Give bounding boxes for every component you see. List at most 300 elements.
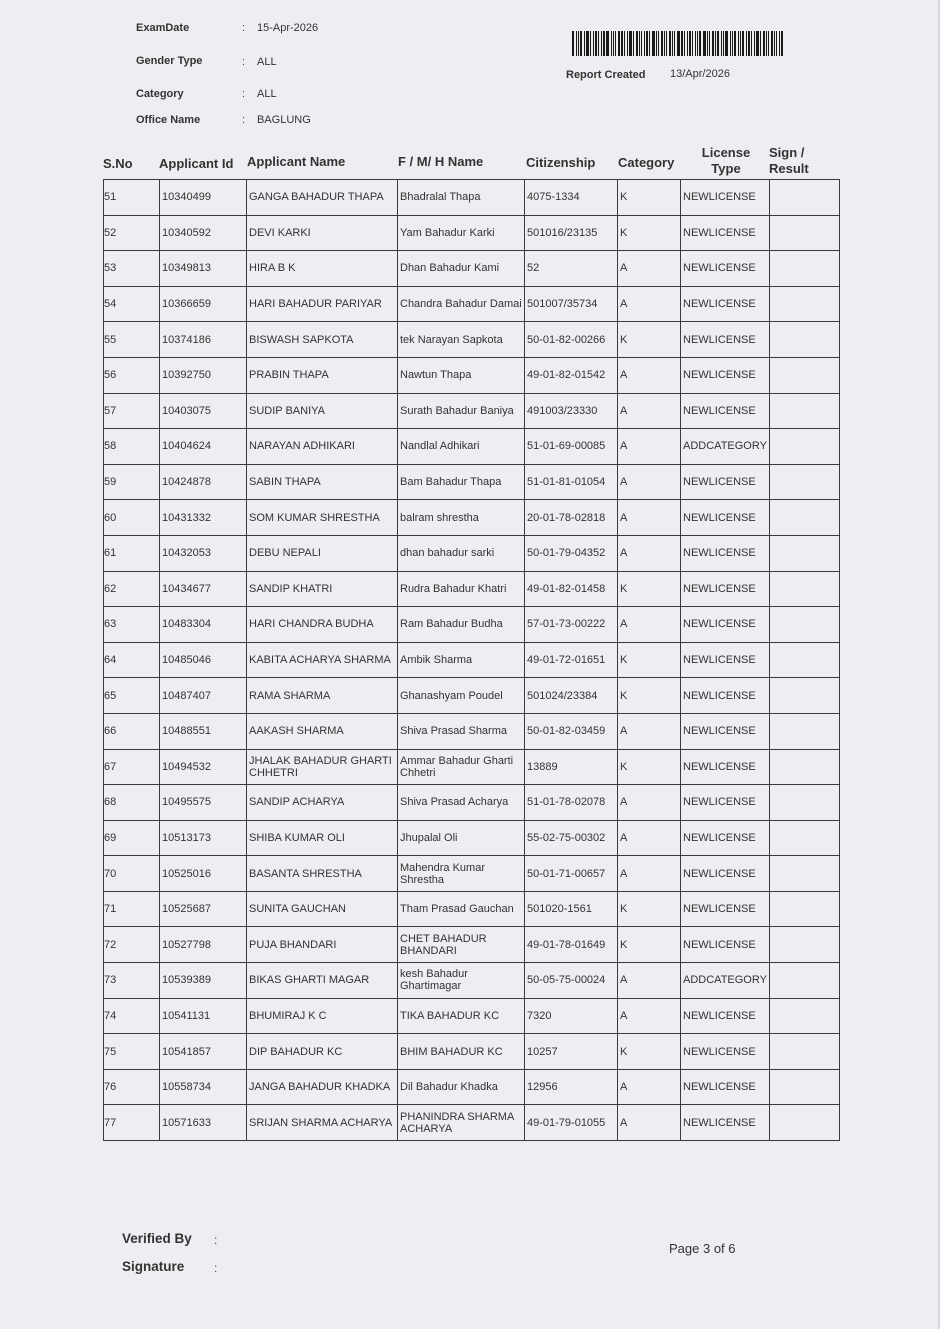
cell-applicant-name: SUNITA GAUCHAN xyxy=(247,891,398,927)
barcode-bar xyxy=(595,31,597,56)
cell-sno: 57 xyxy=(104,393,160,429)
barcode-bar xyxy=(781,31,783,56)
cell-citizenship: 50-01-82-00266 xyxy=(525,322,618,358)
barcode-bar xyxy=(709,31,710,56)
verified-by-colon: : xyxy=(214,1233,218,1247)
table-row xyxy=(104,927,840,963)
cell-license-type: NEWLICENSE xyxy=(681,357,770,393)
cell-applicant-name: JHALAK BAHADUR GHARTI CHHETRI xyxy=(247,749,398,785)
cell-license-type: NEWLICENSE xyxy=(681,713,770,749)
cell-sign-result xyxy=(770,215,840,251)
cell-fmh-name: Ram Bahadur Budha xyxy=(398,607,525,643)
cell-applicant-name: JANGA BAHADUR KHADKA xyxy=(247,1069,398,1105)
barcode-bar xyxy=(760,31,761,56)
cell-category: K xyxy=(618,927,681,963)
cell-fmh-name: kesh Bahadur Ghartimagar xyxy=(398,963,525,999)
barcode-bar xyxy=(681,31,683,56)
cell-fmh-name: Mahendra Kumar Shrestha xyxy=(398,856,525,892)
table-row xyxy=(104,785,840,821)
barcode-bar xyxy=(618,31,620,56)
cell-sign-result xyxy=(770,286,840,322)
cell-citizenship: 50-01-82-03459 xyxy=(525,713,618,749)
cell-sno: 66 xyxy=(104,713,160,749)
col-header-category: Category xyxy=(618,155,675,170)
cell-applicant-name: BISWASH SAPKOTA xyxy=(247,322,398,358)
cell-license-type: ADDCATEGORY xyxy=(681,963,770,999)
cell-sign-result xyxy=(770,856,840,892)
cell-citizenship: 49-01-78-01649 xyxy=(525,927,618,963)
category-label: Category xyxy=(136,88,184,100)
page-number: Page 3 of 6 xyxy=(669,1241,736,1256)
barcode-bar xyxy=(730,31,731,56)
cell-citizenship: 49-01-82-01458 xyxy=(525,571,618,607)
barcode-bar xyxy=(689,31,691,56)
cell-license-type: NEWLICENSE xyxy=(681,998,770,1034)
table-row xyxy=(104,215,840,251)
barcode-bar xyxy=(644,31,645,56)
cell-sign-result xyxy=(770,1069,840,1105)
cell-fmh-name: TIKA BAHADUR KC xyxy=(398,998,525,1034)
cell-applicant-id: 10527798 xyxy=(160,927,247,963)
barcode-bar xyxy=(613,31,614,56)
cell-fmh-name: Ambik Sharma xyxy=(398,642,525,678)
cell-license-type: NEWLICENSE xyxy=(681,891,770,927)
cell-applicant-id: 10432053 xyxy=(160,535,247,571)
cell-sign-result xyxy=(770,607,840,643)
barcode-bar xyxy=(598,31,599,56)
barcode-bar xyxy=(697,31,698,56)
cell-applicant-name: SUDIP BANIYA xyxy=(247,393,398,429)
barcode-bar xyxy=(636,31,638,56)
cell-applicant-id: 10495575 xyxy=(160,785,247,821)
barcode-bar xyxy=(641,31,642,56)
cell-license-type: NEWLICENSE xyxy=(681,1069,770,1105)
barcode-bar xyxy=(754,31,755,56)
cell-applicant-name: RAMA SHARMA xyxy=(247,678,398,714)
applicant-table xyxy=(103,179,840,1141)
cell-license-type: NEWLICENSE xyxy=(681,571,770,607)
cell-sign-result xyxy=(770,820,840,856)
cell-applicant-name: KABITA ACHARYA SHARMA xyxy=(247,642,398,678)
office-name-label: Office Name xyxy=(136,114,201,126)
col-header-license-line2: Type xyxy=(711,161,741,176)
cell-license-type: NEWLICENSE xyxy=(681,678,770,714)
cell-license-type: NEWLICENSE xyxy=(681,749,770,785)
cell-sign-result xyxy=(770,891,840,927)
cell-sno: 54 xyxy=(104,286,160,322)
cell-license-type: NEWLICENSE xyxy=(681,464,770,500)
cell-citizenship: 501020-1561 xyxy=(525,891,618,927)
cell-sign-result xyxy=(770,785,840,821)
barcode xyxy=(572,31,805,56)
cell-license-type: NEWLICENSE xyxy=(681,286,770,322)
cell-license-type: NEWLICENSE xyxy=(681,180,770,216)
barcode-bar xyxy=(611,31,612,56)
cell-citizenship: 12956 xyxy=(525,1069,618,1105)
cell-sno: 71 xyxy=(104,891,160,927)
cell-citizenship: 51-01-78-02078 xyxy=(525,785,618,821)
barcode-bar xyxy=(646,31,648,56)
cell-sign-result xyxy=(770,500,840,536)
cell-category: K xyxy=(618,749,681,785)
cell-fmh-name: tek Narayan Sapkota xyxy=(398,322,525,358)
table-row xyxy=(104,713,840,749)
cell-license-type: NEWLICENSE xyxy=(681,820,770,856)
barcode-bar xyxy=(666,31,667,56)
cell-applicant-id: 10349813 xyxy=(160,251,247,287)
cell-applicant-name: AAKASH SHARMA xyxy=(247,713,398,749)
barcode-bar xyxy=(707,31,708,56)
table-row xyxy=(104,571,840,607)
cell-citizenship: 51-01-69-00085 xyxy=(525,429,618,465)
cell-fmh-name: Bhadralal Thapa xyxy=(398,180,525,216)
cell-citizenship: 13889 xyxy=(525,749,618,785)
cell-applicant-name: DEVI KARKI xyxy=(247,215,398,251)
table-row xyxy=(104,607,840,643)
cell-applicant-id: 10340499 xyxy=(160,180,247,216)
barcode-bar xyxy=(593,31,594,56)
col-header-sign-line2: Result xyxy=(769,161,809,176)
barcode-bar xyxy=(746,31,747,56)
cell-category: A xyxy=(618,856,681,892)
cell-citizenship: 20-01-78-02818 xyxy=(525,500,618,536)
exam-date-colon: : xyxy=(242,22,246,34)
cell-category: A xyxy=(618,607,681,643)
cell-applicant-name: DEBU NEPALI xyxy=(247,535,398,571)
gender-type-label: Gender Type xyxy=(136,55,203,67)
barcode-bar xyxy=(751,31,752,56)
cell-citizenship: 501016/23135 xyxy=(525,215,618,251)
exam-date-label: ExamDate xyxy=(136,22,190,34)
cell-fmh-name: Dil Bahadur Khadka xyxy=(398,1069,525,1105)
cell-sno: 52 xyxy=(104,215,160,251)
col-header-sign-line1: Sign / xyxy=(769,145,805,160)
cell-applicant-name: SHIBA KUMAR OLI xyxy=(247,820,398,856)
cell-sign-result xyxy=(770,713,840,749)
cell-license-type: NEWLICENSE xyxy=(681,535,770,571)
cell-category: A xyxy=(618,785,681,821)
cell-category: K xyxy=(618,571,681,607)
cell-citizenship: 55-02-75-00302 xyxy=(525,820,618,856)
gender-type-value: ALL xyxy=(257,56,277,68)
barcode-bar xyxy=(656,31,657,56)
cell-fmh-name: CHET BAHADUR BHANDARI xyxy=(398,927,525,963)
cell-applicant-name: BHUMIRAJ K C xyxy=(247,998,398,1034)
cell-license-type: NEWLICENSE xyxy=(681,251,770,287)
barcode-bar xyxy=(590,31,591,56)
cell-fmh-name: Rudra Bahadur Khatri xyxy=(398,571,525,607)
table-row xyxy=(104,180,840,216)
cell-license-type: ADDCATEGORY xyxy=(681,429,770,465)
barcode-bar xyxy=(639,31,640,56)
cell-applicant-name: SANDIP ACHARYA xyxy=(247,785,398,821)
barcode-bar xyxy=(766,31,767,56)
table-row xyxy=(104,678,840,714)
category-value: ALL xyxy=(257,88,277,100)
cell-sign-result xyxy=(770,571,840,607)
barcode-bar xyxy=(742,31,744,56)
cell-sno: 60 xyxy=(104,500,160,536)
barcode-bar xyxy=(572,31,574,56)
barcode-bar xyxy=(715,31,716,56)
cell-fmh-name: Bam Bahadur Thapa xyxy=(398,464,525,500)
barcode-bar xyxy=(652,31,655,56)
cell-fmh-name: dhan bahadur sarki xyxy=(398,535,525,571)
cell-sno: 73 xyxy=(104,963,160,999)
cell-applicant-name: HIRA B K xyxy=(247,251,398,287)
cell-sno: 53 xyxy=(104,251,160,287)
barcode-bar xyxy=(669,31,671,56)
cell-citizenship: 501007/35734 xyxy=(525,286,618,322)
barcode-bar xyxy=(633,31,634,56)
report-created-label: Report Created xyxy=(566,69,646,81)
cell-fmh-name: balram shrestha xyxy=(398,500,525,536)
signature-colon: : xyxy=(214,1261,218,1275)
cell-license-type: NEWLICENSE xyxy=(681,856,770,892)
cell-citizenship: 57-01-73-00222 xyxy=(525,607,618,643)
cell-fmh-name: Shiva Prasad Acharya xyxy=(398,785,525,821)
cell-applicant-name: SOM KUMAR SHRESTHA xyxy=(247,500,398,536)
cell-fmh-name: Tham Prasad Gauchan xyxy=(398,891,525,927)
barcode-bar xyxy=(712,31,714,56)
cell-sno: 65 xyxy=(104,678,160,714)
cell-sno: 76 xyxy=(104,1069,160,1105)
barcode-bar xyxy=(584,31,585,56)
barcode-bar xyxy=(672,31,673,56)
cell-license-type: NEWLICENSE xyxy=(681,322,770,358)
cell-category: A xyxy=(618,500,681,536)
cell-category: A xyxy=(618,251,681,287)
table-row xyxy=(104,1105,840,1141)
cell-sign-result xyxy=(770,1105,840,1141)
cell-applicant-name: BIKAS GHARTI MAGAR xyxy=(247,963,398,999)
cell-applicant-id: 10525687 xyxy=(160,891,247,927)
barcode-bar xyxy=(586,31,589,56)
cell-category: K xyxy=(618,215,681,251)
table-row xyxy=(104,393,840,429)
cell-applicant-id: 10340592 xyxy=(160,215,247,251)
cell-fmh-name: Surath Bahadur Baniya xyxy=(398,393,525,429)
barcode-bar xyxy=(748,31,750,56)
barcode-bar xyxy=(740,31,741,56)
cell-applicant-id: 10403075 xyxy=(160,393,247,429)
barcode-bar xyxy=(695,31,696,56)
cell-sign-result xyxy=(770,1034,840,1070)
table-row xyxy=(104,1034,840,1070)
cell-citizenship: 52 xyxy=(525,251,618,287)
cell-fmh-name: Chandra Bahadur Damai xyxy=(398,286,525,322)
cell-license-type: NEWLICENSE xyxy=(681,500,770,536)
cell-license-type: NEWLICENSE xyxy=(681,215,770,251)
cell-sign-result xyxy=(770,180,840,216)
cell-applicant-name: PUJA BHANDARI xyxy=(247,927,398,963)
barcode-bar xyxy=(717,31,719,56)
cell-category: K xyxy=(618,180,681,216)
barcode-bar xyxy=(578,31,579,56)
table-row xyxy=(104,856,840,892)
cell-applicant-name: SANDIP KHATRI xyxy=(247,571,398,607)
cell-sno: 72 xyxy=(104,927,160,963)
cell-applicant-id: 10485046 xyxy=(160,642,247,678)
barcode-bar xyxy=(771,31,773,56)
cell-applicant-id: 10558734 xyxy=(160,1069,247,1105)
cell-citizenship: 51-01-81-01054 xyxy=(525,464,618,500)
cell-applicant-name: HARI BAHADUR PARIYAR xyxy=(247,286,398,322)
cell-category: A xyxy=(618,713,681,749)
cell-sno: 63 xyxy=(104,607,160,643)
cell-sno: 70 xyxy=(104,856,160,892)
cell-applicant-id: 10539389 xyxy=(160,963,247,999)
cell-sign-result xyxy=(770,642,840,678)
cell-license-type: NEWLICENSE xyxy=(681,1105,770,1141)
table-row xyxy=(104,963,840,999)
cell-citizenship: 4075-1334 xyxy=(525,180,618,216)
verified-by-label: Verified By xyxy=(122,1231,192,1246)
cell-sign-result xyxy=(770,998,840,1034)
cell-category: A xyxy=(618,1105,681,1141)
barcode-bar xyxy=(721,31,722,56)
cell-sign-result xyxy=(770,429,840,465)
col-header-applicant-id: Applicant Id xyxy=(159,156,234,171)
cell-category: A xyxy=(618,393,681,429)
barcode-bar xyxy=(576,31,577,56)
barcode-bar xyxy=(774,31,775,56)
cell-license-type: NEWLICENSE xyxy=(681,785,770,821)
barcode-bar xyxy=(779,31,780,56)
barcode-bar xyxy=(687,31,688,56)
cell-fmh-name: Dhan Bahadur Kami xyxy=(398,251,525,287)
col-header-fmh-name: F / M/ H Name xyxy=(398,154,484,169)
table-row xyxy=(104,357,840,393)
cell-sign-result xyxy=(770,678,840,714)
cell-applicant-name: HARI CHANDRA BUDHA xyxy=(247,607,398,643)
barcode-bar xyxy=(763,31,765,56)
cell-sno: 58 xyxy=(104,429,160,465)
cell-fmh-name: Ammar Bahadur Gharti Chhetri xyxy=(398,749,525,785)
cell-applicant-id: 10487407 xyxy=(160,678,247,714)
col-header-license-type xyxy=(696,145,756,177)
cell-fmh-name: Nandlal Adhikari xyxy=(398,429,525,465)
cell-fmh-name: Ghanashyam Poudel xyxy=(398,678,525,714)
cell-citizenship: 7320 xyxy=(525,998,618,1034)
cell-applicant-id: 10525016 xyxy=(160,856,247,892)
cell-sno: 75 xyxy=(104,1034,160,1070)
col-header-sign-result xyxy=(769,145,809,177)
cell-applicant-id: 10513173 xyxy=(160,820,247,856)
col-header-sno: S.No xyxy=(103,156,133,171)
office-name-colon: : xyxy=(242,114,246,126)
cell-category: A xyxy=(618,1069,681,1105)
cell-citizenship: 50-01-79-04352 xyxy=(525,535,618,571)
cell-applicant-name: DIP BAHADUR KC xyxy=(247,1034,398,1070)
table-row xyxy=(104,820,840,856)
cell-fmh-name: Jhupalal Oli xyxy=(398,820,525,856)
cell-citizenship: 49-01-72-01651 xyxy=(525,642,618,678)
cell-applicant-id: 10434677 xyxy=(160,571,247,607)
barcode-bar xyxy=(603,31,605,56)
barcode-bar xyxy=(580,31,582,56)
barcode-bar xyxy=(606,31,609,56)
cell-sign-result xyxy=(770,251,840,287)
barcode-bar xyxy=(629,31,632,56)
cell-citizenship: 10257 xyxy=(525,1034,618,1070)
cell-license-type: NEWLICENSE xyxy=(681,393,770,429)
cell-sno: 55 xyxy=(104,322,160,358)
cell-category: K xyxy=(618,322,681,358)
cell-applicant-id: 10571633 xyxy=(160,1105,247,1141)
cell-citizenship: 501024/23384 xyxy=(525,678,618,714)
table-row xyxy=(104,500,840,536)
cell-category: K xyxy=(618,1034,681,1070)
cell-category: K xyxy=(618,642,681,678)
barcode-bar xyxy=(699,31,701,56)
barcode-bar xyxy=(756,31,759,56)
cell-sno: 77 xyxy=(104,1105,160,1141)
cell-category: K xyxy=(618,891,681,927)
cell-category: A xyxy=(618,357,681,393)
cell-applicant-id: 10541131 xyxy=(160,998,247,1034)
exam-date-value: 15-Apr-2026 xyxy=(257,22,319,34)
cell-sign-result xyxy=(770,749,840,785)
cell-applicant-id: 10392750 xyxy=(160,357,247,393)
cell-category: A xyxy=(618,535,681,571)
barcode-bar xyxy=(621,31,623,56)
cell-applicant-id: 10431332 xyxy=(160,500,247,536)
barcode-bar xyxy=(601,31,602,56)
col-header-applicant-name: Applicant Name xyxy=(247,154,346,169)
cell-citizenship: 491003/23330 xyxy=(525,393,618,429)
barcode-bar xyxy=(615,31,616,56)
cell-sign-result xyxy=(770,393,840,429)
table-row xyxy=(104,429,840,465)
gender-type-colon: : xyxy=(242,56,246,68)
cell-sno: 56 xyxy=(104,357,160,393)
barcode-bar xyxy=(649,31,650,56)
cell-applicant-name: BASANTA SHRESTHA xyxy=(247,856,398,892)
table-row xyxy=(104,286,840,322)
cell-sign-result xyxy=(770,322,840,358)
barcode-bar xyxy=(684,31,685,56)
table-row xyxy=(104,322,840,358)
table-row xyxy=(104,535,840,571)
cell-fmh-name: BHIM BAHADUR KC xyxy=(398,1034,525,1070)
barcode-bar xyxy=(692,31,693,56)
table-row xyxy=(104,464,840,500)
cell-sign-result xyxy=(770,535,840,571)
cell-applicant-id: 10404624 xyxy=(160,429,247,465)
col-header-citizenship: Citizenship xyxy=(526,155,596,170)
cell-applicant-id: 10366659 xyxy=(160,286,247,322)
cell-category: K xyxy=(618,678,681,714)
cell-applicant-name: NARAYAN ADHIKARI xyxy=(247,429,398,465)
cell-sno: 64 xyxy=(104,642,160,678)
cell-license-type: NEWLICENSE xyxy=(681,927,770,963)
cell-license-type: NEWLICENSE xyxy=(681,607,770,643)
cell-applicant-name: PRABIN THAPA xyxy=(247,357,398,393)
cell-sign-result xyxy=(770,357,840,393)
cell-applicant-id: 10541857 xyxy=(160,1034,247,1070)
barcode-bar xyxy=(738,31,739,56)
cell-category: A xyxy=(618,820,681,856)
barcode-bar xyxy=(776,31,777,56)
barcode-bar xyxy=(723,31,724,56)
cell-citizenship: 49-01-79-01055 xyxy=(525,1105,618,1141)
cell-sno: 67 xyxy=(104,749,160,785)
cell-sno: 69 xyxy=(104,820,160,856)
table-row xyxy=(104,891,840,927)
table-row xyxy=(104,998,840,1034)
cell-sign-result xyxy=(770,927,840,963)
